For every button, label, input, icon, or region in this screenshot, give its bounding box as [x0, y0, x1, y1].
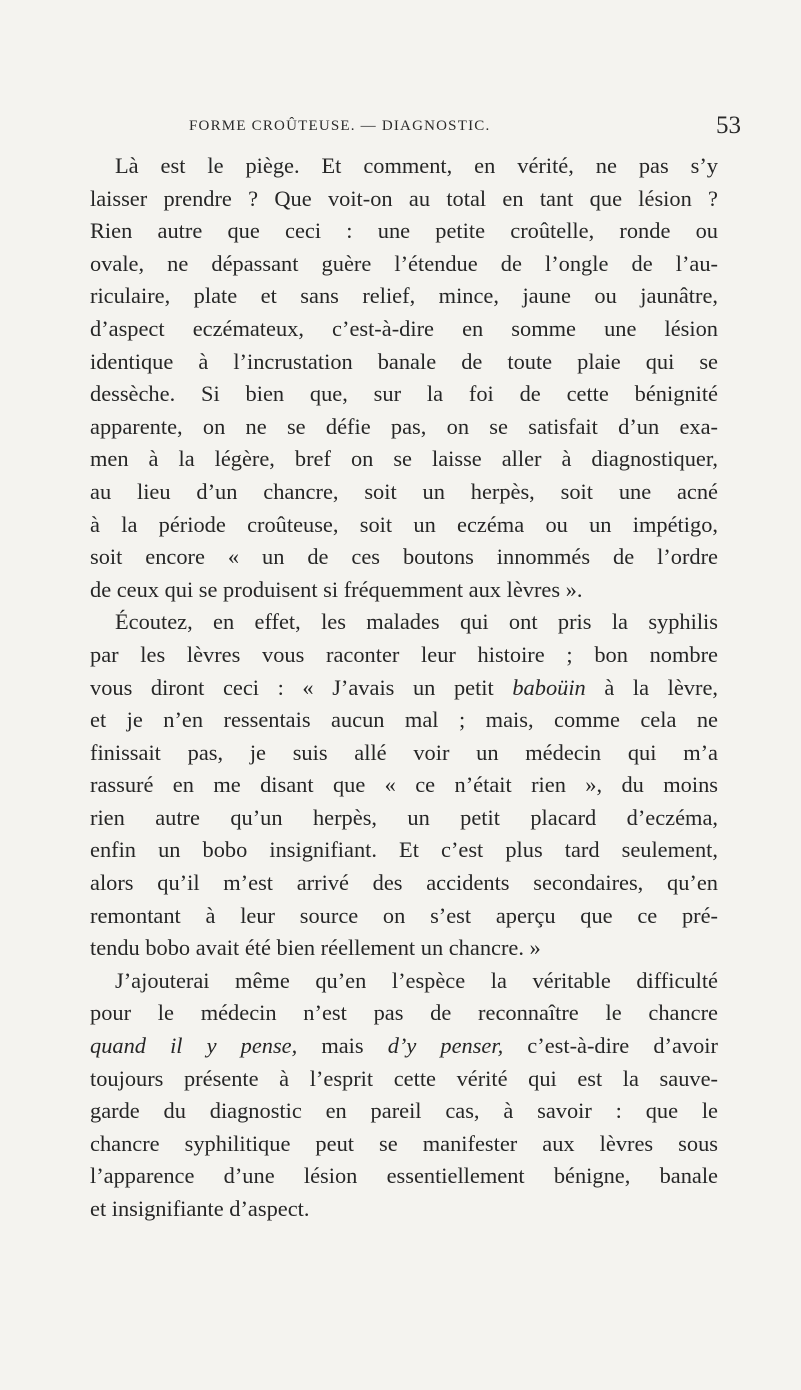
text-line — [90, 1030, 718, 1063]
text-line: alors qu’il m’est arrivé des accidents secondaires, qu’en — [90, 870, 718, 896]
page-number: 53 — [716, 112, 741, 139]
text-line: et je n’en ressentais aucun mal ; mais, comme cela ne — [90, 707, 718, 733]
text-segment: à la lèvre, — [604, 674, 718, 700]
running-header: FORME CROÛTEUSE. — DIAGNOSTIC. — [189, 118, 491, 134]
text-line: apparente, on ne se défie pas, on se satisfait d’un exa- — [90, 413, 718, 439]
text-line: et insignifiante d’aspect. — [90, 1196, 310, 1221]
text-line: de ceux qui se produisent si fréquemment aux lèvres ». — [90, 576, 583, 602]
text-line: ovale, ne dépassant guère l’étendue de l’ongle de l’au- — [90, 250, 718, 276]
text-segment: c’est-à-dire d’avoir — [527, 1033, 718, 1059]
text-line: soit encore « un de ces boutons innommés de l’ordre — [90, 544, 718, 570]
text-segment: mais — [321, 1033, 364, 1059]
text-line: à la période croûteuse, soit un eczéma ou un impétigo, — [90, 511, 718, 537]
text-line: d’aspect eczémateux, c’est-à-dire en somme une lésion — [90, 315, 718, 341]
text-line: enfin un bobo insignifiant. Et c’est plus tard seulement, — [90, 837, 718, 863]
text-line: rassuré en me disant que « ce n’était rien », du moins — [90, 772, 718, 798]
text-line: identique à l’incrustation banale de toute plaie qui se — [90, 348, 718, 374]
text-line: par les lèvres vous raconter leur histoire ; bon nombre — [90, 641, 718, 667]
text-line: pour le médecin n’est pas de reconnaître le chancre — [90, 1000, 718, 1026]
text-line: garde du diagnostic en pareil cas, à savoir : que le — [90, 1098, 718, 1124]
text-line: Là est le piège. Et comment, en vérité, ne pas s’y — [115, 153, 718, 178]
italic-phrase: quand il y pense, — [90, 1033, 298, 1059]
italic-phrase: d’y penser, — [387, 1033, 504, 1059]
text-line: J’ajouterai même qu’en l’espèce la véritable difficulté — [115, 967, 718, 993]
text-line: tendu bobo avait été bien réellement un chancre. » — [90, 935, 541, 961]
text-line: Écoutez, en effet, les malades qui ont pris la syphilis — [115, 609, 718, 635]
text-line: men à la légère, bref on se laisse aller à diagnostiquer, — [90, 446, 718, 472]
text-line: toujours présente à l’esprit cette vérité qui est la sauve- — [90, 1065, 718, 1091]
text-line: rien autre qu’un herpès, un petit placard d’eczéma, — [90, 804, 718, 830]
text-line: au lieu d’un chancre, soit un herpès, soit une acné — [90, 478, 718, 504]
text-line: finissait pas, je suis allé voir un médecin qui m’a — [90, 739, 718, 765]
italic-word: baboüin — [512, 674, 586, 700]
text-line: l’apparence d’une lésion essentiellement bénigne, banale — [90, 1163, 718, 1189]
text-line: riculaire, plate et sans relief, mince, jaune ou jaunâtre, — [90, 283, 718, 309]
text-line: Rien autre que ceci : une petite croûtelle, ronde ou — [90, 218, 718, 244]
text-line: chancre syphilitique peut se manifester aux lèvres sous — [90, 1130, 718, 1156]
text-line: remontant à leur source on s’est aperçu que ce pré- — [90, 902, 718, 928]
text-line — [90, 672, 718, 705]
text-line: laisser prendre ? Que voit-on au total en tant que lésion ? — [90, 185, 718, 211]
text-line: dessèche. Si bien que, sur la foi de cette bénignité — [90, 381, 718, 407]
text-segment: vous diront ceci : « J’avais un petit — [90, 674, 494, 700]
body-text — [90, 150, 718, 1226]
